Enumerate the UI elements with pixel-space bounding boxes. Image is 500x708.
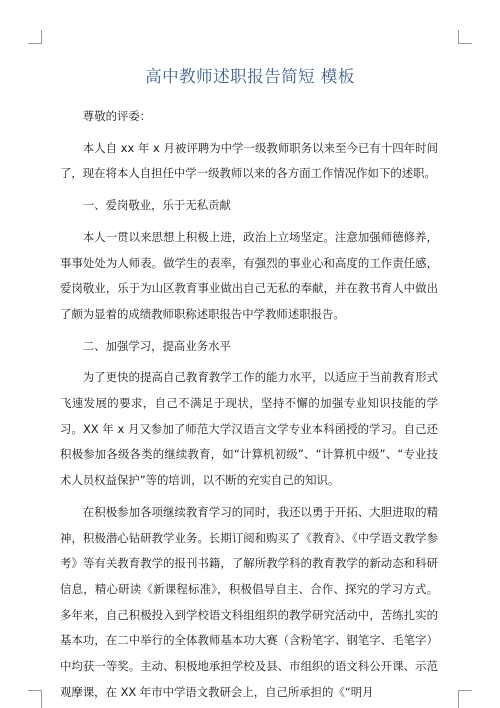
paragraph-intro: 本人自 xx 年 x 月被评聘为中学一级教师职务以来至今已有十四年时间了，现在将本人自担任中学一级教师以来的各方面工作情况作如下的述职。 — [60, 140, 438, 181]
crop-mark-bottom-left — [28, 690, 42, 708]
salutation: 尊敬的评委： — [82, 109, 152, 123]
document-title: 高中教师述职报告简短 模板 — [145, 67, 355, 86]
section-heading-2: 二、加强学习，提高业务水平 — [82, 338, 231, 353]
crop-mark-top-left — [28, 30, 42, 44]
crop-mark-top-right — [458, 30, 472, 44]
paragraph-section-1: 本人一贯以来思想上积极上进，政治上立场坚定。注意加强师德修养，事事处处为人师表。做学生的表率，有强烈的事业心和高度的工作责任感，爱岗敬业，乐于为山区教育事业做出自己无私的奉献，并在教书育人中做出了颇为显着的成绩教师职称述职报告中学教师述职报告。 — [60, 229, 438, 321]
paragraph-section-2a: 为了更快的提高自己教育教学工作的能力水平，以适应于当前教育形式飞速发展的要求，自己不满足于现状，坚持不懈的加强专业知识技能的学习。XX 年 x 月又参加了师范大学汉语言文学专业本科函授的学习。自己还积极参加各级各类的继续教育，如“计算机初级”、“计算机中级”、“专业技术人员权益保护”等的培训，以不断的充实自己的知识。 — [60, 370, 438, 488]
document-body — [60, 104, 438, 705]
paragraph-section-2b: 在积极参加各项继续教育学习的同时，我还以勇于开拓、大胆进取的精神，积极潜心钻研教学业务。长期订阅和购买了《教育》、《中学语文教学参考》等有关教育教学的报刊书籍，了解所教学科的教育教学的新动态和科研信息，精心研读《新课程标准》，积极倡导自主、合作、探究的学习方式。多年来，自己积极投入到学校语文科组组织的教学研究活动中，苦练扎实的基本功，在二中举行的全体教师基本功大赛（含粉笔字、钢笔字、毛笔字）中均获一等奖。主动、积极地承担学校及县、市组织的语文科公开课、示范观摩课，在 XX 年市中学语文教研会上，自己所承担的《“明月 — [60, 504, 438, 699]
crop-mark-bottom-right — [458, 690, 472, 708]
section-heading-1: 一、爱岗敬业，乐于无私贡献 — [82, 198, 231, 213]
